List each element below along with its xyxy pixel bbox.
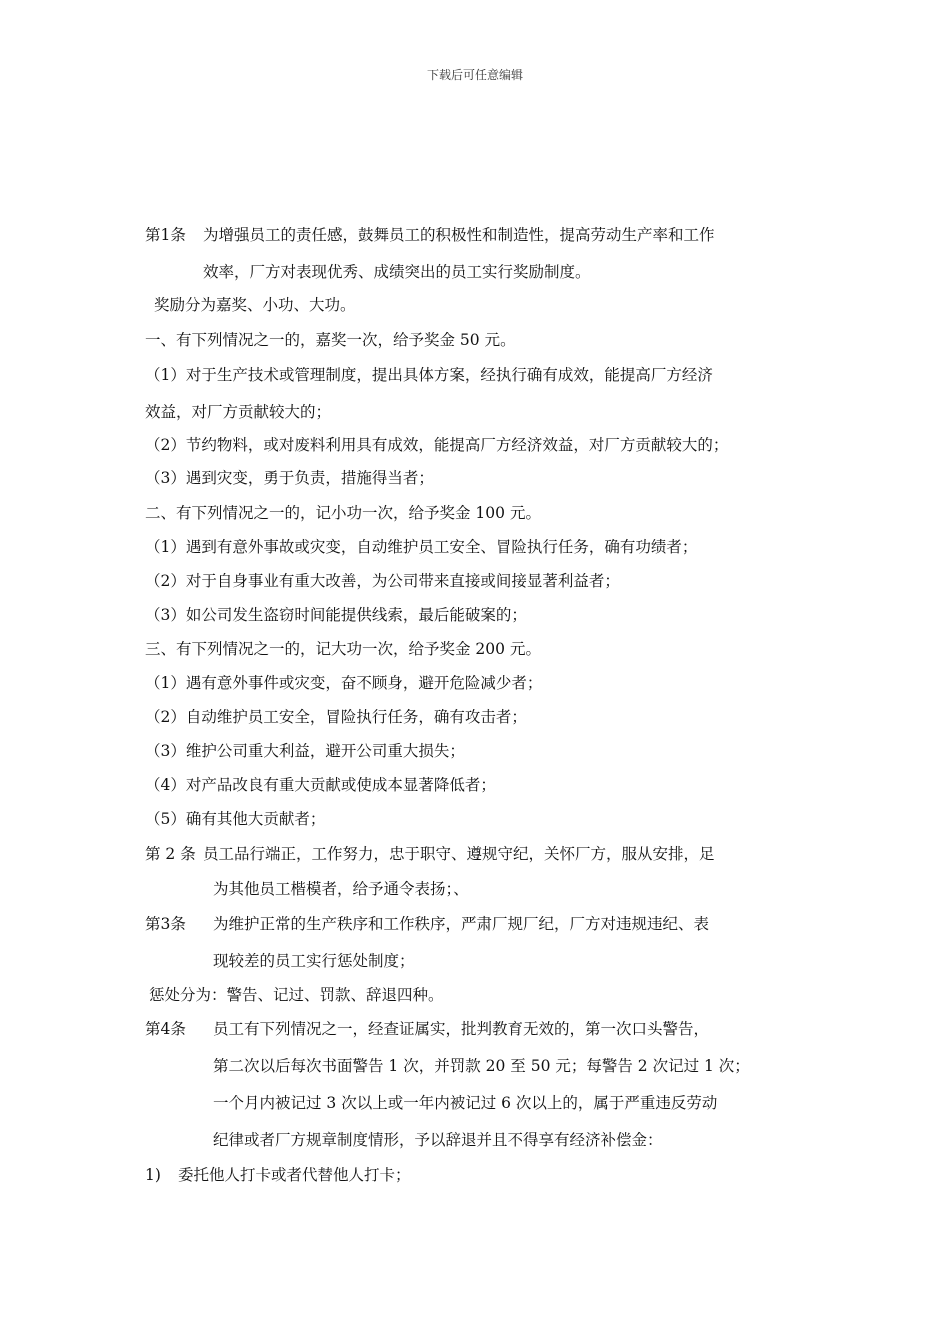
article-2-label: 第 2 条 [145, 845, 196, 863]
list-item-1-text: 委托他人打卡或者代替他人打卡； [178, 1166, 411, 1184]
section-2-item-2: （2）对于自身事业有重大改善，为公司带来直接或间接显著利益者； [145, 572, 620, 590]
section-2-item-1: （1）遇到有意外事故或灾变，自动维护员工安全、冒险执行任务，确有功绩者； [145, 538, 698, 556]
article-2-line-2: 为其他员工楷模者，给予通令表扬；、 [213, 880, 469, 898]
section-1-title: 一、有下列情况之一的，嘉奖一次，给予奖金 50 元。 [145, 331, 516, 349]
section-1-item-1-line-2: 效益，对厂方贡献较大的； [145, 403, 332, 421]
page-header: 下载后可任意编辑 [426, 68, 523, 82]
article-1-label: 第1条 [145, 226, 186, 244]
article-3-line-1: 为维护正常的生产秩序和工作秩序，严肃厂规厂纪，厂方对违规违纪、表 [213, 915, 710, 933]
section-1-item-2: （2）节约物料，或对废料利用具有成效，能提高厂方经济效益，对厂方贡献较大的； [145, 436, 729, 454]
article-4-label: 第4条 [145, 1020, 186, 1038]
article-4-line-2: 第二次以后每次书面警告 1 次，并罚款 20 至 50 元；每警告 2 次记过 1 次； [213, 1057, 750, 1075]
article-2-line-1: 员工品行端正，工作努力，忠于职守、遵规守纪，关怀厂方，服从安排，足 [203, 845, 715, 863]
article-4-line-3: 一个月内被记过 3 次以上或一年内被记过 6 次以上的，属于严重违反劳动 [213, 1094, 718, 1112]
article-1-line-1: 为增强员工的责任感，鼓舞员工的积极性和制造性，提高劳动生产率和工作 [203, 226, 715, 244]
section-3-item-1: （1）遇有意外事件或灾变，奋不顾身，避开危险减少者； [145, 674, 543, 692]
article-1-line-2: 效率，厂方对表现优秀、成绩突出的员工实行奖励制度。 [203, 263, 591, 281]
section-3-item-4: （4）对产品改良有重大贡献或使成本显著降低者； [145, 776, 496, 794]
section-1-item-1-line-1: （1）对于生产技术或管理制度，提出具体方案，经执行确有成效，能提高厂方经济 [145, 366, 713, 384]
article-4-line-1: 员工有下列情况之一，经查证属实，批判教育无效的，第一次口头警告， [213, 1020, 710, 1038]
list-item-1-number: 1) [145, 1166, 161, 1184]
penalty-types: 惩处分为：警告、记过、罚款、辞退四种。 [149, 986, 444, 1004]
section-2-title: 二、有下列情况之一的，记小功一次，给予奖金 100 元。 [145, 504, 541, 522]
section-1-item-3: （3）遇到灾变，勇于负责，措施得当者； [145, 469, 434, 487]
article-3-label: 第3条 [145, 915, 186, 933]
section-2-item-3: （3）如公司发生盗窃时间能提供线索，最后能破案的； [145, 606, 527, 624]
article-3-line-2: 现较差的员工实行惩处制度； [213, 952, 415, 970]
article-4-line-4: 纪律或者厂方规章制度情形，予以辞退并且不得享有经济补偿金： [213, 1131, 663, 1149]
section-3-title: 三、有下列情况之一的，记大功一次，给予奖金 200 元。 [145, 640, 541, 658]
section-3-item-3: （3）维护公司重大利益，避开公司重大损失； [145, 742, 465, 760]
section-3-item-2: （2）自动维护员工安全，冒险执行任务，确有攻击者； [145, 708, 527, 726]
reward-types: 奖励分为嘉奖、小功、大功。 [154, 296, 356, 314]
section-3-item-5: （5）确有其他大贡献者； [145, 810, 326, 828]
